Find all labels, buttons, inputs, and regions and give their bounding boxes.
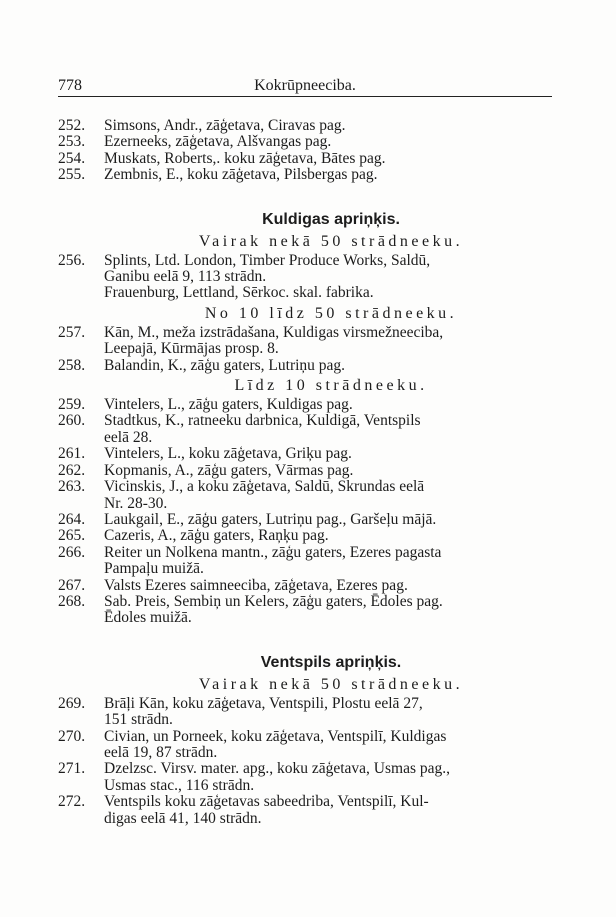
list-item [58, 761, 558, 794]
entry-line: Kān, M., meža izstrādašana, Kuldigas virsmežneeciba, [104, 323, 444, 341]
directory-listing [58, 118, 558, 827]
entry-text [104, 358, 558, 374]
entry-line: Leepajā, Kūrmājas prosp. 8. [104, 340, 279, 358]
entry-number: 254. [58, 149, 86, 167]
entry-line: Vintelers, L., koku zāģetava, Griķu pag. [104, 445, 352, 463]
list-item [58, 794, 558, 827]
entry-line: Vintelers, L., zāģu gaters, Kuldigas pag. [104, 396, 353, 414]
entry-text [104, 761, 558, 794]
entry-line: eelā 28. [104, 428, 153, 446]
list-item [58, 118, 558, 134]
entry-line: Cazeris, A., zāģu gaters, Raņķu pag. [104, 527, 329, 545]
entry-number: 261. [58, 445, 86, 463]
entry-number: 259. [58, 396, 86, 414]
entry-line: Kopmanis, A., zāģu gaters, Vārmas pag. [104, 461, 354, 479]
entry-text [104, 325, 558, 358]
running-title: Kokrūpneeciba. [254, 77, 356, 94]
entry-line: Dzelzsc. Virsv. mater. apg., koku zāģetava, Usmas pag., [104, 760, 450, 778]
list-item [58, 479, 558, 512]
list-item [58, 446, 558, 462]
entry-line: 151 strādn. [104, 711, 173, 729]
list-item [58, 512, 558, 528]
entry-line: Ganibu eelā 9, 113 strādn. [104, 268, 267, 286]
entry-number: 265. [58, 527, 86, 545]
entry-text [104, 463, 558, 479]
entry-line: Ventspils koku zāģetavas sabeedriba, Ventspilī, Kul- [104, 793, 429, 811]
entry-line: Frauenburg, Lettland, Sērkoc. skal. fabrika. [104, 284, 374, 302]
entry-text [104, 794, 558, 827]
list-item [58, 151, 558, 167]
entry-line: Ēdoles muižā. [104, 609, 192, 627]
entry-text [104, 397, 558, 413]
entry-line: Laukgail, E., zāģu gaters, Lutriņu pag., Garšeļu mājā. [104, 510, 437, 528]
entry-line: Balandin, K., zāģu gaters, Lutriņu pag. [104, 356, 346, 374]
entry-line: Sab. Preis, Sembiņ un Kelers, zāģu gaters, Ēdoles pag. [104, 592, 443, 610]
entry-line: Zembnis, E., koku zāģetava, Pilsbergas pag. [104, 166, 378, 184]
entry-text [104, 528, 558, 544]
worker-count-subheading: No 10 līdz 50 strādneeku. [204, 304, 458, 322]
entry-line: Vicinskis, J., a koku zāģetava, Saldū, Skrundas eelā [104, 478, 425, 496]
page-number: 778 [58, 77, 82, 94]
entry-line: Reiter un Nolkena mantn., zāģu gaters, Ezeres pagasta [104, 543, 442, 561]
page-header [58, 76, 552, 97]
worker-count-subheading: Līdz 10 strādneeku. [234, 377, 428, 395]
list-item [58, 253, 558, 302]
entry-number: 271. [58, 760, 86, 778]
section-title: Ventspils apriņķis. [260, 653, 402, 671]
entry-line: Brāļi Kān, koku zāģetava, Ventspili, Plostu eelā 27, [104, 694, 423, 712]
entry-line: Civian, un Porneek, koku zāģetava, Ventspilī, Kuldigas [104, 727, 447, 745]
entry-line: Usmas stac., 116 strādn. [104, 776, 255, 794]
entry-line: digas eelā 41, 140 strādn. [104, 809, 262, 827]
entry-line: Simsons, Andr., zāģetava, Ciravas pag. [104, 117, 346, 134]
entry-text [104, 151, 558, 167]
list-item [58, 325, 558, 358]
entry-line: Nr. 28-30. [104, 494, 168, 512]
entry-text [104, 578, 558, 594]
entry-line: Stadtkus, K., ratneeku darbnica, Kuldigā, Ventspils [104, 412, 421, 430]
entry-number: 260. [58, 412, 86, 430]
entry-number: 263. [58, 478, 86, 496]
list-item [58, 594, 558, 627]
entry-text [104, 167, 558, 183]
entry-number: 258. [58, 356, 86, 374]
entry-text [104, 512, 558, 528]
worker-count-subheading: Vairak nekā 50 strādneeku. [198, 675, 464, 693]
worker-count-subheading: Vairak nekā 50 strādneeku. [198, 232, 464, 250]
entry-number: 270. [58, 727, 86, 745]
entry-number: 264. [58, 510, 86, 528]
entry-text [104, 696, 558, 729]
entry-number: 267. [58, 576, 86, 594]
list-item [58, 358, 558, 374]
section-title: Kuldigas apriņķis. [262, 210, 400, 228]
entry-number: 255. [58, 166, 86, 184]
entry-number: 266. [58, 543, 86, 561]
entry-number: 253. [58, 133, 86, 151]
list-item [58, 578, 558, 594]
list-item [58, 729, 558, 762]
entry-text [104, 594, 558, 627]
list-item [58, 545, 558, 578]
entry-number: 256. [58, 251, 86, 269]
entry-line: Muskats, Roberts,. koku zāģetava, Bātes pag. [104, 149, 386, 167]
entry-line: Splints, Ltd. London, Timber Produce Works, Saldū, [104, 251, 431, 269]
list-item [58, 397, 558, 413]
entry-text [104, 134, 558, 150]
entry-line: eelā 19, 87 strādn. [104, 743, 218, 761]
list-item [58, 413, 558, 446]
entry-text [104, 729, 558, 762]
entry-number: 272. [58, 793, 86, 811]
list-item [58, 167, 558, 183]
list-item [58, 134, 558, 150]
entry-line: Valsts Ezeres saimneeciba, zāģetava, Ezeres pag. [104, 576, 408, 594]
list-item [58, 528, 558, 544]
entry-text [104, 446, 558, 462]
list-item [58, 696, 558, 729]
entry-number: 268. [58, 592, 86, 610]
entry-text [104, 479, 558, 512]
entry-number: 262. [58, 461, 86, 479]
entry-text [104, 253, 558, 302]
entry-line: Ezerneeks, zāģetava, Alšvangas pag. [104, 133, 332, 151]
list-item [58, 463, 558, 479]
entry-text [104, 118, 558, 134]
entry-number: 269. [58, 694, 86, 712]
entry-number: 257. [58, 323, 86, 341]
entry-text [104, 413, 558, 446]
entry-number: 252. [58, 117, 86, 134]
entry-text [104, 545, 558, 578]
entry-line: Pampaļu muižā. [104, 560, 204, 578]
